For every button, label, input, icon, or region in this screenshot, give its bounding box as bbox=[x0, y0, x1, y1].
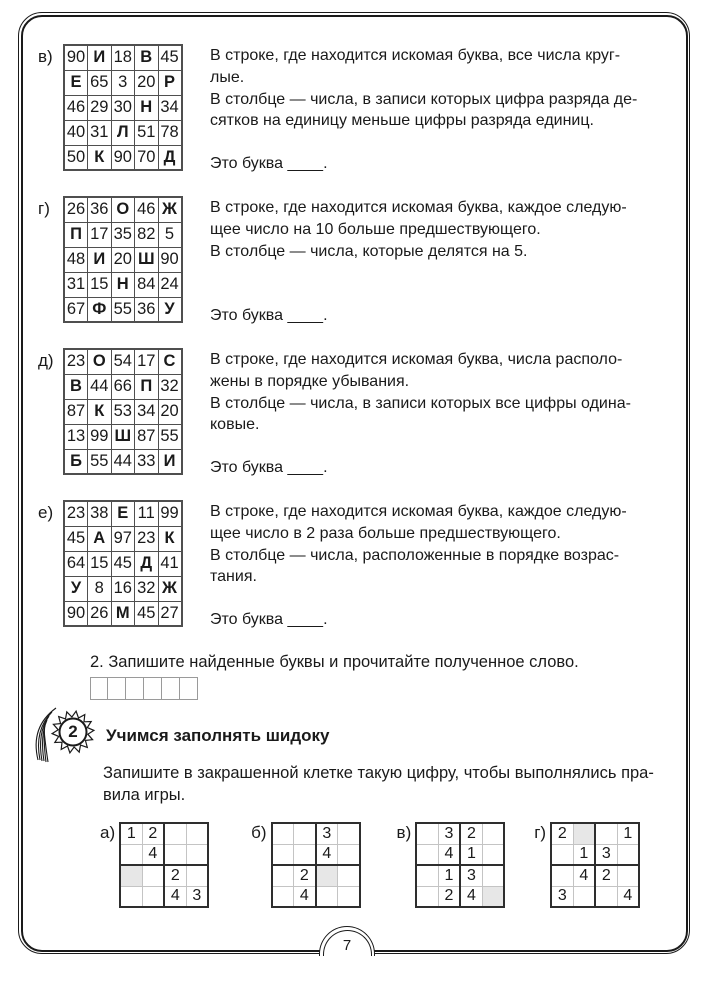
grid-row bbox=[64, 45, 182, 70]
sudoku-cell: 2 bbox=[595, 865, 617, 886]
description-line: В строке, где находится искомая буква, все числа круг- bbox=[210, 47, 621, 64]
sudoku-cell: 3 bbox=[186, 886, 208, 907]
grid-row bbox=[64, 374, 182, 399]
sudoku-cell bbox=[416, 886, 438, 907]
grid-cell: 17 bbox=[135, 349, 159, 374]
sudoku-cell: 4 bbox=[617, 886, 639, 907]
sudoku-shaded-cell[interactable] bbox=[573, 823, 595, 844]
grid-row bbox=[64, 247, 182, 272]
puzzle-description bbox=[210, 45, 678, 132]
description-line: В столбце — числа, которые делятся на 5. bbox=[210, 242, 528, 260]
grid-letter-cell: И bbox=[88, 247, 112, 272]
sudoku-cell: 3 bbox=[551, 886, 573, 907]
sudoku-cell: 4 bbox=[573, 865, 595, 886]
grid-cell: 13 bbox=[64, 424, 88, 449]
sudoku-cell bbox=[120, 886, 142, 907]
letter-puzzles bbox=[38, 44, 678, 629]
sudoku-cell: 1 bbox=[617, 823, 639, 844]
grid-cell: 55 bbox=[158, 424, 182, 449]
grid-cell: 26 bbox=[64, 197, 88, 222]
letter-grid bbox=[63, 44, 183, 171]
grid-cell: 70 bbox=[135, 145, 159, 170]
grid-letter-cell: М bbox=[111, 601, 135, 626]
grid-cell: 90 bbox=[64, 601, 88, 626]
sudoku-cell: 2 bbox=[164, 865, 186, 886]
grid-letter-cell: О bbox=[111, 197, 135, 222]
sudoku-grid-row bbox=[272, 886, 360, 907]
sudoku-shaded-cell[interactable] bbox=[120, 865, 142, 886]
instruction-line: Запишите в закрашенной клетке такую цифру, чтобы выполнялись пра- bbox=[103, 764, 654, 782]
grid-cell: 8 bbox=[88, 576, 112, 601]
grid-letter-cell: Д bbox=[158, 145, 182, 170]
sudoku-cell bbox=[164, 844, 186, 865]
description-line: жены в порядке убывания. bbox=[210, 372, 410, 390]
sudoku-cell bbox=[595, 823, 617, 844]
grid-cell: 20 bbox=[135, 70, 159, 95]
sudoku-grid bbox=[415, 822, 505, 908]
grid-cell: 99 bbox=[88, 424, 112, 449]
grid-cell: 90 bbox=[158, 247, 182, 272]
sudoku-label: а) bbox=[100, 823, 116, 842]
grid-cell: 90 bbox=[64, 45, 88, 70]
sudoku-cell bbox=[186, 865, 208, 886]
sudoku-cell bbox=[142, 886, 164, 907]
grid-cell: 33 bbox=[135, 449, 159, 474]
grid-letter-cell: Л bbox=[111, 120, 135, 145]
sun-icon bbox=[30, 702, 106, 774]
sudoku-cell: 4 bbox=[438, 844, 460, 865]
sudoku-puzzle bbox=[251, 822, 360, 908]
sudoku-grid-row bbox=[551, 886, 639, 907]
grid-row bbox=[64, 424, 182, 449]
sudoku-label: б) bbox=[251, 823, 267, 842]
sudoku-cell bbox=[186, 823, 208, 844]
sudoku-grid-row bbox=[120, 823, 208, 844]
sudoku-grid-row bbox=[551, 844, 639, 865]
task-2-text: 2. Запишите найденные буквы и прочитайте полученное слово. bbox=[90, 653, 579, 671]
sudoku-cell: 2 bbox=[460, 823, 482, 844]
puzzle-grid-area bbox=[38, 44, 210, 173]
sudoku-cell bbox=[338, 865, 360, 886]
answer-letter-cell[interactable] bbox=[126, 677, 144, 700]
sudoku-cell bbox=[416, 823, 438, 844]
sudoku-cell bbox=[595, 886, 617, 907]
letter-puzzle bbox=[38, 44, 678, 173]
page-content bbox=[38, 44, 678, 908]
grid-cell: 90 bbox=[111, 145, 135, 170]
sudoku-grid-row bbox=[416, 844, 504, 865]
sudoku-cell bbox=[482, 844, 504, 865]
description-line: В строке, где находится искомая буква, каждое следую- bbox=[210, 199, 627, 216]
task-2 bbox=[90, 652, 678, 700]
sudoku-grid-row bbox=[272, 865, 360, 886]
sudoku-cell bbox=[272, 823, 294, 844]
description-line: лые. bbox=[210, 68, 245, 86]
grid-letter-cell: У bbox=[158, 297, 182, 322]
answer-letter-cell[interactable] bbox=[162, 677, 180, 700]
grid-letter-cell: О bbox=[88, 349, 112, 374]
grid-cell: 34 bbox=[135, 399, 159, 424]
sudoku-cell: 3 bbox=[460, 865, 482, 886]
puzzle-label: г) bbox=[38, 199, 50, 218]
sudoku-puzzle bbox=[397, 822, 506, 908]
grid-cell: 44 bbox=[88, 374, 112, 399]
grid-letter-cell: Е bbox=[111, 501, 135, 526]
sudoku-cell bbox=[272, 865, 294, 886]
grid-letter-cell: Н bbox=[111, 272, 135, 297]
grid-cell: 32 bbox=[158, 374, 182, 399]
grid-cell: 5 bbox=[158, 222, 182, 247]
section-2-header bbox=[30, 706, 678, 754]
grid-cell: 29 bbox=[88, 95, 112, 120]
grid-letter-cell: А bbox=[88, 526, 112, 551]
grid-cell: 23 bbox=[64, 501, 88, 526]
sudoku-cell bbox=[294, 844, 316, 865]
description-line: В столбце — числа, в записи которых все цифры одина- bbox=[210, 394, 631, 412]
grid-letter-cell: У bbox=[64, 576, 88, 601]
sudoku-cell bbox=[416, 844, 438, 865]
description-line: В строке, где находится искомая буква, каждое следую- bbox=[210, 503, 627, 520]
sudoku-cell: 4 bbox=[460, 886, 482, 907]
sudoku-grid-row bbox=[416, 823, 504, 844]
grid-row bbox=[64, 222, 182, 247]
sudoku-cell bbox=[551, 865, 573, 886]
grid-row bbox=[64, 399, 182, 424]
grid-letter-cell: И bbox=[88, 45, 112, 70]
puzzle-grid-area bbox=[38, 196, 210, 325]
sudoku-cell: 4 bbox=[142, 844, 164, 865]
sudoku-puzzle bbox=[100, 822, 209, 908]
grid-letter-cell: Ж bbox=[158, 197, 182, 222]
grid-cell: 15 bbox=[88, 551, 112, 576]
grid-cell: 38 bbox=[88, 501, 112, 526]
grid-row bbox=[64, 526, 182, 551]
grid-cell: 99 bbox=[158, 501, 182, 526]
grid-letter-cell: С bbox=[158, 349, 182, 374]
answer-letter-cell[interactable] bbox=[108, 677, 126, 700]
answer-letter-cell[interactable] bbox=[90, 677, 108, 700]
sudoku-shaded-cell[interactable] bbox=[316, 865, 338, 886]
letter-grid bbox=[63, 196, 183, 323]
grid-row bbox=[64, 120, 182, 145]
grid-row bbox=[64, 576, 182, 601]
sudoku-cell: 1 bbox=[120, 823, 142, 844]
puzzle-text-area bbox=[210, 44, 678, 173]
grid-cell: 87 bbox=[64, 399, 88, 424]
grid-cell: 45 bbox=[135, 601, 159, 626]
grid-row bbox=[64, 601, 182, 626]
grid-row bbox=[64, 297, 182, 322]
grid-cell: 97 bbox=[111, 526, 135, 551]
grid-cell: 41 bbox=[158, 551, 182, 576]
puzzle-label: в) bbox=[38, 47, 53, 66]
grid-cell: 46 bbox=[135, 197, 159, 222]
sudoku-cell: 2 bbox=[551, 823, 573, 844]
grid-row bbox=[64, 272, 182, 297]
sudoku-cell bbox=[142, 865, 164, 886]
sudoku-grid-row bbox=[120, 886, 208, 907]
grid-row bbox=[64, 145, 182, 170]
grid-cell: 64 bbox=[64, 551, 88, 576]
sudoku-grid-row bbox=[120, 865, 208, 886]
sudoku-cell bbox=[338, 823, 360, 844]
grid-cell: 31 bbox=[64, 272, 88, 297]
sudoku-cell bbox=[482, 865, 504, 886]
grid-cell: 20 bbox=[158, 399, 182, 424]
grid-cell: 18 bbox=[111, 45, 135, 70]
description-line: ковые. bbox=[210, 416, 260, 434]
puzzle-grid-area bbox=[38, 348, 210, 477]
letter-grid bbox=[63, 348, 183, 475]
sudoku-cell: 4 bbox=[316, 844, 338, 865]
sudoku-shaded-cell[interactable] bbox=[482, 886, 504, 907]
puzzle-description bbox=[210, 197, 678, 262]
puzzle-label: д) bbox=[38, 351, 54, 370]
grid-letter-cell: Д bbox=[135, 551, 159, 576]
sudoku-grid-row bbox=[120, 844, 208, 865]
grid-cell: 82 bbox=[135, 222, 159, 247]
grid-cell: 36 bbox=[88, 197, 112, 222]
grid-letter-cell: П bbox=[135, 374, 159, 399]
sudoku-cell bbox=[338, 844, 360, 865]
description-line: В столбце — числа, в записи которых цифра разряда де- bbox=[210, 90, 638, 108]
sudoku-cell: 3 bbox=[595, 844, 617, 865]
grid-row bbox=[64, 197, 182, 222]
puzzle-text-area bbox=[210, 500, 678, 629]
grid-cell: 11 bbox=[135, 501, 159, 526]
grid-letter-cell: Ф bbox=[88, 297, 112, 322]
grid-letter-cell: Н bbox=[135, 95, 159, 120]
sudoku-cell bbox=[617, 844, 639, 865]
description-line: щее число на 10 больше предшествующего. bbox=[210, 220, 541, 238]
grid-cell: 65 bbox=[88, 70, 112, 95]
answer-word-strip bbox=[90, 677, 678, 700]
grid-cell: 55 bbox=[111, 297, 135, 322]
grid-cell: 24 bbox=[158, 272, 182, 297]
grid-cell: 66 bbox=[111, 374, 135, 399]
sudoku-cell: 1 bbox=[438, 865, 460, 886]
grid-cell: 27 bbox=[158, 601, 182, 626]
sudoku-grid-row bbox=[416, 886, 504, 907]
section-instruction bbox=[103, 762, 680, 806]
description-line: В строке, где находится искомая буква, числа располо- bbox=[210, 351, 623, 368]
page-number: 7 bbox=[342, 937, 352, 954]
grid-cell: 34 bbox=[158, 95, 182, 120]
grid-letter-cell: К bbox=[158, 526, 182, 551]
letter-grid bbox=[63, 500, 183, 627]
sudoku-cell bbox=[272, 844, 294, 865]
grid-letter-cell: К bbox=[88, 399, 112, 424]
grid-letter-cell: В bbox=[64, 374, 88, 399]
answer-prompt: Это буква ____. bbox=[210, 611, 328, 628]
puzzle-description bbox=[210, 501, 678, 588]
sudoku-cell bbox=[316, 886, 338, 907]
sudoku-cell bbox=[416, 865, 438, 886]
grid-cell: 44 bbox=[111, 449, 135, 474]
grid-cell: 32 bbox=[135, 576, 159, 601]
grid-cell: 20 bbox=[111, 247, 135, 272]
sudoku-cell: 4 bbox=[164, 886, 186, 907]
grid-cell: 36 bbox=[135, 297, 159, 322]
letter-puzzle bbox=[38, 348, 678, 477]
grid-cell: 45 bbox=[111, 551, 135, 576]
puzzle-text-area bbox=[210, 196, 678, 325]
grid-cell: 48 bbox=[64, 247, 88, 272]
sudoku-puzzles bbox=[38, 822, 678, 908]
sudoku-grid bbox=[271, 822, 361, 908]
answer-prompt: Это буква ____. bbox=[210, 155, 328, 172]
grid-cell: 23 bbox=[135, 526, 159, 551]
sudoku-grid-row bbox=[551, 865, 639, 886]
sudoku-cell bbox=[186, 844, 208, 865]
grid-row bbox=[64, 95, 182, 120]
grid-letter-cell: П bbox=[64, 222, 88, 247]
description-line: щее число в 2 раза больше предшествующего. bbox=[210, 524, 561, 542]
sudoku-cell: 4 bbox=[294, 886, 316, 907]
puzzle-description bbox=[210, 349, 678, 436]
sudoku-grid-row bbox=[272, 823, 360, 844]
grid-letter-cell: К bbox=[88, 145, 112, 170]
grid-cell: 50 bbox=[64, 145, 88, 170]
grid-cell: 45 bbox=[158, 45, 182, 70]
answer-prompt: Это буква ____. bbox=[210, 307, 328, 324]
grid-letter-cell: Е bbox=[64, 70, 88, 95]
task-number: 2 bbox=[68, 722, 78, 741]
sudoku-cell: 2 bbox=[294, 865, 316, 886]
sudoku-cell bbox=[551, 844, 573, 865]
sudoku-cell: 3 bbox=[316, 823, 338, 844]
grid-cell: 17 bbox=[88, 222, 112, 247]
sudoku-cell bbox=[120, 844, 142, 865]
answer-letter-cell[interactable] bbox=[180, 677, 198, 700]
grid-cell: 53 bbox=[111, 399, 135, 424]
grid-letter-cell: Ш bbox=[111, 424, 135, 449]
sudoku-grid-row bbox=[416, 865, 504, 886]
grid-row bbox=[64, 551, 182, 576]
grid-cell: 54 bbox=[111, 349, 135, 374]
description-line: тания. bbox=[210, 568, 257, 586]
grid-cell: 40 bbox=[64, 120, 88, 145]
puzzle-label: е) bbox=[38, 503, 54, 522]
sudoku-cell bbox=[272, 886, 294, 907]
grid-row bbox=[64, 501, 182, 526]
sudoku-cell: 1 bbox=[573, 844, 595, 865]
sudoku-cell bbox=[294, 823, 316, 844]
sudoku-cell bbox=[164, 823, 186, 844]
sudoku-grid-row bbox=[272, 844, 360, 865]
sudoku-cell bbox=[338, 886, 360, 907]
grid-letter-cell: Ш bbox=[135, 247, 159, 272]
sudoku-grid bbox=[119, 822, 209, 908]
grid-cell: 30 bbox=[111, 95, 135, 120]
grid-letter-cell: Ж bbox=[158, 576, 182, 601]
sudoku-cell bbox=[482, 823, 504, 844]
grid-cell: 51 bbox=[135, 120, 159, 145]
grid-cell: 78 bbox=[158, 120, 182, 145]
grid-cell: 31 bbox=[88, 120, 112, 145]
section-title: Учимся заполнять шидоку bbox=[106, 726, 330, 745]
sudoku-cell: 3 bbox=[438, 823, 460, 844]
sudoku-cell: 2 bbox=[438, 886, 460, 907]
description-line: сятков на единицу меньше цифры разряда единиц. bbox=[210, 112, 594, 130]
letter-puzzle bbox=[38, 500, 678, 629]
description-line: В столбце — числа, расположенные в порядке возрас- bbox=[210, 546, 620, 564]
grid-cell: 26 bbox=[88, 601, 112, 626]
sudoku-label: в) bbox=[396, 823, 412, 842]
sudoku-cell: 2 bbox=[142, 823, 164, 844]
grid-row bbox=[64, 449, 182, 474]
grid-cell: 15 bbox=[88, 272, 112, 297]
grid-cell: 23 bbox=[64, 349, 88, 374]
grid-cell: 55 bbox=[88, 449, 112, 474]
sudoku-label: г) bbox=[534, 823, 547, 842]
grid-cell: 35 bbox=[111, 222, 135, 247]
letter-puzzle bbox=[38, 196, 678, 325]
sudoku-cell bbox=[617, 865, 639, 886]
page-number-tab-inner bbox=[323, 930, 372, 957]
grid-letter-cell: И bbox=[158, 449, 182, 474]
grid-row bbox=[64, 70, 182, 95]
puzzle-grid-area bbox=[38, 500, 210, 629]
grid-cell: 84 bbox=[135, 272, 159, 297]
grid-letter-cell: Р bbox=[158, 70, 182, 95]
sudoku-grid bbox=[550, 822, 640, 908]
grid-cell: 16 bbox=[111, 576, 135, 601]
grid-cell: 87 bbox=[135, 424, 159, 449]
grid-letter-cell: В bbox=[135, 45, 159, 70]
grid-row bbox=[64, 349, 182, 374]
grid-cell: 46 bbox=[64, 95, 88, 120]
instruction-line: вила игры. bbox=[103, 786, 186, 804]
sudoku-cell bbox=[573, 886, 595, 907]
answer-prompt: Это буква ____. bbox=[210, 459, 328, 476]
answer-letter-cell[interactable] bbox=[144, 677, 162, 700]
grid-cell: 67 bbox=[64, 297, 88, 322]
grid-letter-cell: Б bbox=[64, 449, 88, 474]
sudoku-grid-row bbox=[551, 823, 639, 844]
sudoku-cell: 1 bbox=[460, 844, 482, 865]
grid-cell: 3 bbox=[111, 70, 135, 95]
grid-cell: 45 bbox=[64, 526, 88, 551]
puzzle-text-area bbox=[210, 348, 678, 477]
sudoku-puzzle bbox=[534, 822, 640, 908]
